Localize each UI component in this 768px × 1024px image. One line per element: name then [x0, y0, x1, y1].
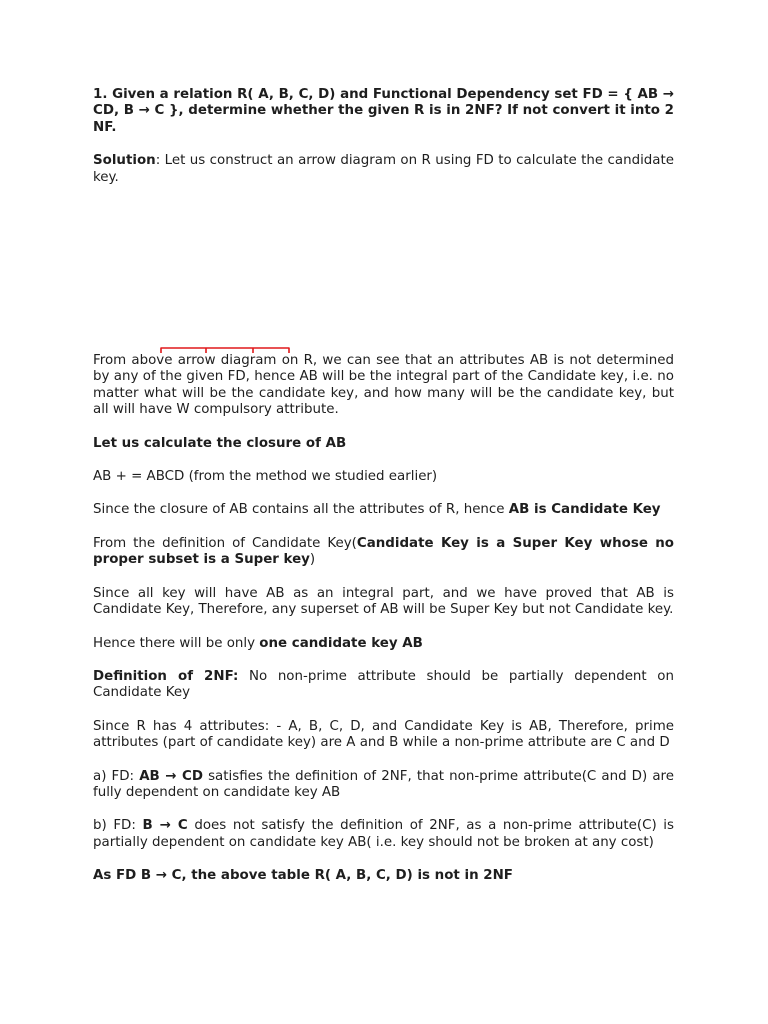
- arrow-diagram-svg: [93, 203, 674, 353]
- paragraph-3: AB + = ABCD (from the method we studied earlier): [93, 469, 438, 485]
- question-text: 1. Given a relation R( A, B, C, D) and Functional Dependency set FD = { AB → CD, B → C }, determine whether the given R is in 2NF? If not convert it into 2 NF.: [93, 87, 674, 135]
- paragraph-6: Since all key will have AB as an integral part, and we have proved that AB is Candidate Key, Therefore, any superset of AB will be Super Key but not Candidate key.: [93, 585, 674, 618]
- document-page: [93, 87, 674, 902]
- fd-ab-cd-bracket: [161, 348, 289, 353]
- fd-arrows: [161, 348, 293, 353]
- paragraph-5: From the definition of Candidate Key(Candidate Key is a Super Key whose no proper subset is a Super key): [93, 535, 675, 568]
- arrow-diagram: [93, 203, 674, 353]
- solution-paragraph: [93, 153, 674, 186]
- paragraph-12: As FD B → C, the above table R( A, B, C, D) is not in 2NF: [93, 868, 513, 884]
- paragraph-4: Since the closure of AB contains all the attributes of R, hence AB is Candidate Key: [93, 502, 661, 518]
- paragraph-11: b) FD: B → C does not satisfy the definition of 2NF, as a non-prime attribute(C) is partially dependent on candidate key AB( i.e. key should not be broken at any cost): [93, 818, 674, 850]
- paragraph-9: Since R has 4 attributes: - A, B, C, D, and Candidate Key is AB, Therefore, prime attributes (part of candidate key) are A and B while a non-prime attribute are C and D: [93, 718, 674, 751]
- solution-text: : Let us construct an arrow diagram on R using FD to calculate the candidate key.: [93, 153, 674, 185]
- paragraph-10: a) FD: AB → CD satisfies the definition of 2NF, that non-prime attribute(C and D) are fully dependent on candidate key AB: [93, 768, 674, 800]
- solution-label: Solution: [93, 153, 156, 169]
- paragraph-8: Definition of 2NF: No non-prime attribute should be partially dependent on Candidate Key: [93, 668, 674, 701]
- paragraph-7: Hence there will be only one candidate key AB: [93, 635, 423, 651]
- paragraph-1: From above arrow diagram on R, we can see that an attributes AB is not determined by any of the given FD, hence AB will be the integral part of the Candidate key, i.e. no matter what will be the candidate key, and how many will be the candidate key, but all will have W compulsory attribute.: [93, 353, 674, 418]
- paragraph-2: Let us calculate the closure of AB: [93, 435, 347, 451]
